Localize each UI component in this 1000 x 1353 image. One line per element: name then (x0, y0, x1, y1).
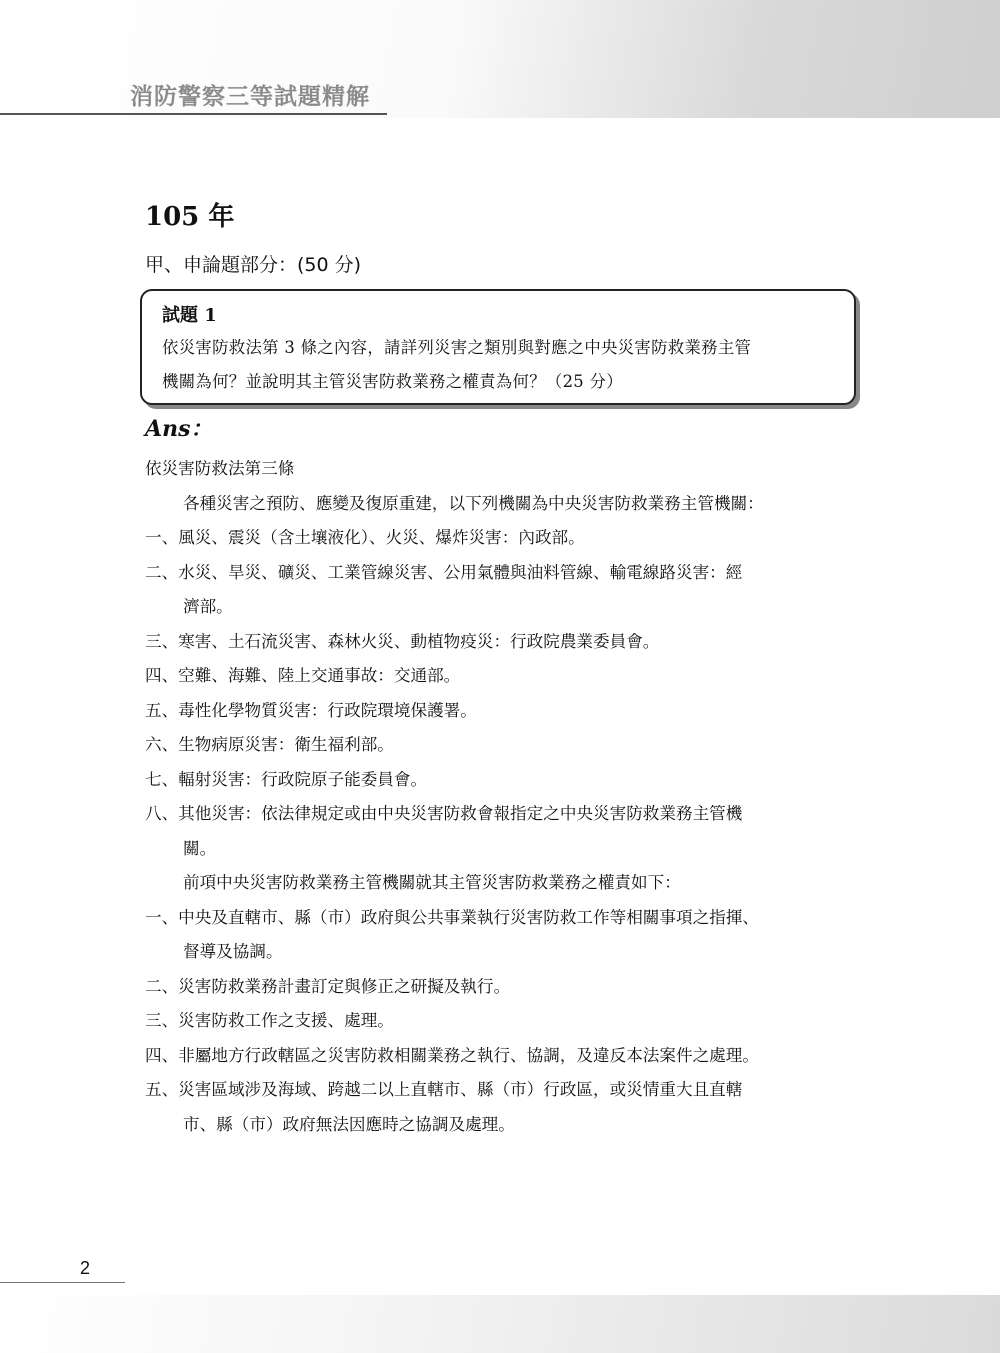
page-number: 2 (80, 1258, 91, 1278)
body-line: 前項中央災害防救業務主管機關就其主管災害防救業務之權責如下： (183, 873, 681, 892)
body-line: 一、風災、震災（含土壤液化）、火災、爆炸災害：內政部。 (145, 528, 585, 547)
body-line: 七、輻射災害：行政院原子能委員會。 (145, 769, 428, 789)
body-line: 四、空難、海難、陸上交通事故：交通部。 (145, 666, 461, 685)
body-line: 三、災害防救工作之支援、處理。 (145, 1011, 394, 1030)
year-heading: 105 年 (145, 202, 235, 232)
body-line: 三、寒害、土石流災害、森林火災、動植物疫災：行政院農業委員會。 (145, 631, 660, 651)
body-line: 各種災害之預防、應變及復原重建，以下列機關為中央災害防救業務主管機關： (183, 493, 764, 513)
body-line: 八、其他災害：依法律規定或由中央災害防救會報指定之中央災害防救業務主管機 (145, 804, 743, 823)
question-line: 依災害防救法第 3 條之內容，請詳列災害之類別與對應之中央災害防救業務主管 (162, 338, 752, 357)
body-line: 依災害防救法第三條 (145, 459, 295, 478)
body-line: 關。 (183, 838, 217, 858)
body-line: 督導及協調。 (183, 942, 283, 961)
question-text (162, 331, 852, 399)
body-line: 六、生物病原災害：衛生福利部。 (145, 735, 394, 754)
footer-band (0, 1295, 1000, 1353)
question-box (140, 289, 856, 405)
body-line: 二、水災、旱災、礦災、工業管線災害、公用氣體與油料管線、輸電線路災害：經 (145, 562, 743, 582)
answer-body (145, 452, 865, 1142)
body-line: 五、災害區域涉及海域、跨越二以上直轄市、縣（市）行政區，或災情重大且直轄 (145, 1080, 743, 1099)
body-line: 一、中央及直轄市、縣（市）政府與公共事業執行災害防救工作等相關事項之指揮、 (145, 907, 759, 927)
body-line: 市、縣（市）政府無法因應時之協調及處理。 (183, 1114, 515, 1134)
question-line: 機關為何？並說明其主管災害防救業務之權責為何？（25 分） (162, 372, 623, 391)
body-line: 五、毒性化學物質災害：行政院環境保護署。 (145, 700, 477, 720)
body-line: 濟部。 (183, 597, 233, 616)
body-line: 四、非屬地方行政轄區之災害防救相關業務之執行、協調，及違反本法案件之處理。 (145, 1045, 759, 1065)
footer-rule (0, 1282, 125, 1283)
running-header-title: 消防警察三等試題精解 (130, 83, 370, 110)
header-rule (0, 113, 387, 115)
body-line: 二、災害防救業務計畫訂定與修正之研擬及執行。 (145, 976, 511, 996)
question-label: 試題 1 (162, 305, 217, 326)
section-heading: 甲、申論題部分：(50 分) (145, 254, 362, 276)
answer-mark: Ans： (145, 416, 213, 442)
